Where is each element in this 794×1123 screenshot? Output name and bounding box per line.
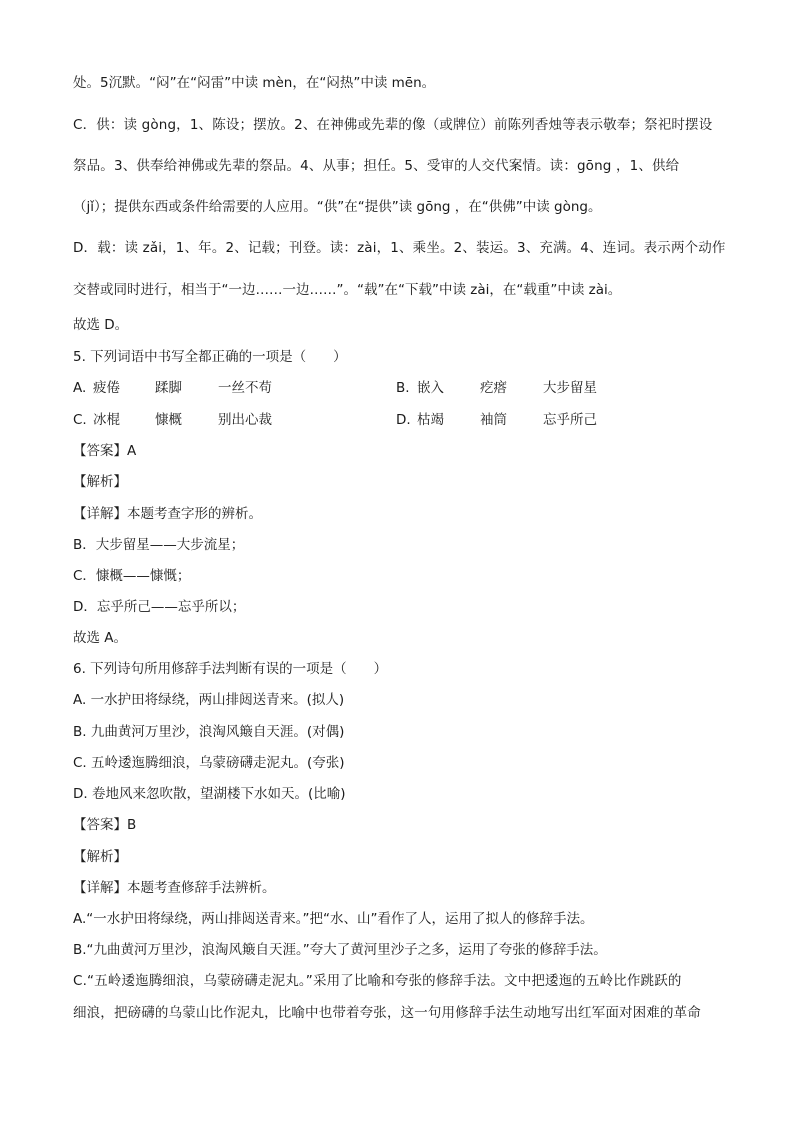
- text-line: 祭品。3、供奉给神佛或先辈的祭品。4、从事；担任。5、受审的人交代案情。读：gōng ，1、供给: [73, 158, 680, 174]
- q5-option-d-letter: D.: [396, 412, 411, 428]
- q5-option-d-word1: 枯竭: [417, 412, 444, 428]
- text-line: C．供：读 gòng，1、陈设；摆放。2、在神佛或先辈的像（或牌位）前陈列香烛等表示敬奉；祭祀时摆设: [73, 117, 713, 133]
- text-line: B.“九曲黄河万里沙，浪淘风簸自天涯。”夸大了黄河里沙子之多，运用了夸张的修辞手法。: [73, 942, 607, 958]
- q5-option-c-word3: 别出心裁: [218, 412, 272, 428]
- text-line: 处。5沉默。“闷”在“闷雷”中读 mèn，在“闷热”中读 mēn。: [73, 75, 436, 91]
- answer-label: 【答案】B: [73, 817, 137, 833]
- q5-option-d-word2: 袖筒: [480, 412, 507, 428]
- text-line: C.“五岭逶迤腾细浪，乌蒙磅礴走泥丸。”采用了比喻和夸张的修辞手法。文中把逶迤的五岭比作跳跃的: [73, 973, 682, 989]
- q5-option-a-word1: 疲倦: [93, 380, 120, 396]
- q5-option-a-letter: A.: [73, 380, 87, 396]
- text-line: A.“一水护田将绿绕，两山排闼送青来。”把“水、山”看作了人，运用了拟人的修辞手法。: [73, 911, 594, 927]
- q6-option-b: B. 九曲黄河万里沙，浪淘风簸自天涯。(对偶): [73, 724, 345, 740]
- answer-label: 【答案】A: [73, 443, 137, 459]
- question-5-stem: 5. 下列词语中书写全都正确的一项是（ ）: [73, 349, 347, 365]
- text-line: （jǐ）；提供东西或条件给需要的人应用。“供”在“提供”读 gōng ，在“供佛”中读 gòng。: [73, 199, 602, 215]
- q5-option-b-word2: 疙瘩: [480, 380, 507, 396]
- text-line: 交替或同时进行，相当于“一边……一边……”。“载”在“下载”中读 zài，在“载重”中读 zài。: [73, 282, 622, 298]
- text-line: D．载：读 zǎi，1、年。2、记载；刊登。读：zài，1、乘坐。2、装运。3、充满。4、连词。表示两个动作: [73, 240, 726, 256]
- q6-option-a: A. 一水护田将绿绕，两山排闼送青来。(拟人): [73, 692, 345, 708]
- q5-option-c-word2: 慷概: [155, 412, 182, 428]
- text-line: D．忘乎所己——忘乎所以；: [73, 599, 246, 615]
- analysis-label: 【解析】: [73, 849, 127, 865]
- q5-option-c-letter: C.: [73, 412, 87, 428]
- text-line: 故选 D。: [73, 317, 129, 333]
- text-line: B．大步留星——大步流星；: [73, 537, 245, 553]
- q5-option-a-word2: 蹂脚: [155, 380, 182, 396]
- question-6-stem: 6. 下列诗句所用修辞手法判断有误的一项是（ ）: [73, 661, 388, 677]
- text-line: 故选 A。: [73, 630, 128, 646]
- q5-option-b-word1: 嵌入: [417, 380, 444, 396]
- q6-option-c: C. 五岭逶迤腾细浪，乌蒙磅礴走泥丸。(夸张): [73, 755, 345, 771]
- q5-option-b-word3: 大步留星: [543, 380, 597, 396]
- q5-option-d-word3: 忘乎所己: [543, 412, 597, 428]
- q5-option-b-letter: B.: [396, 380, 410, 396]
- q5-option-a-word3: 一丝不苟: [218, 380, 272, 396]
- q5-option-c-word1: 冰棍: [93, 412, 120, 428]
- analysis-label: 【解析】: [73, 474, 127, 490]
- q6-option-d: D. 卷地风来忽吹散，望湖楼下水如天。(比喻): [73, 786, 346, 802]
- text-line: 细浪，把磅礴的乌蒙山比作泥丸，比喻中也带着夸张，这一句用修辞手法生动地写出红军面对困难的革命: [73, 1005, 701, 1021]
- text-line: C．慷概——慷慨；: [73, 568, 191, 584]
- detail-line: 【详解】本题考查字形的辨析。: [73, 506, 262, 522]
- detail-line: 【详解】本题考查修辞手法辨析。: [73, 880, 276, 896]
